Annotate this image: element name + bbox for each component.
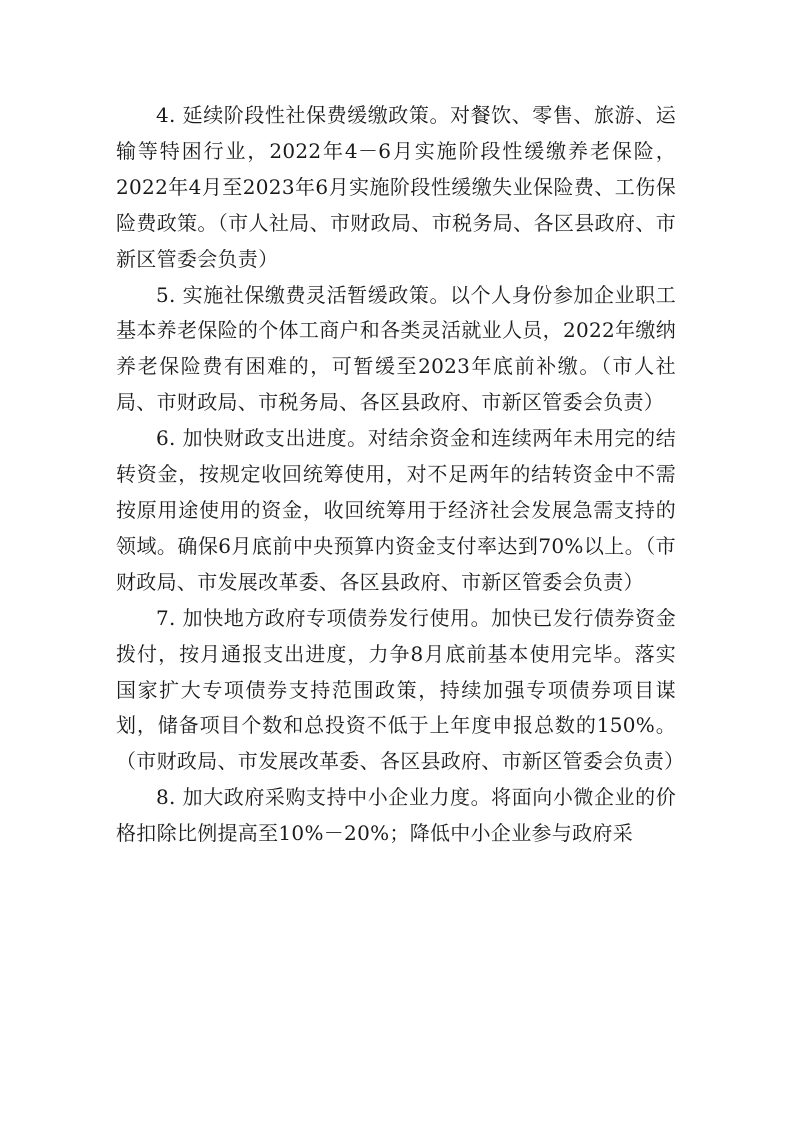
paragraph-text: 实施社保缴费灵活暂缓政策。以个人身份参加企业职工基本养老保险的个体工商户和各类灵活就业人员，2022年缴纳养老保险费有困难的，可暂缓至2023年底前补缴。（市人社局、市财政局、市税务局、各区县政府、市新区管委会负责） [116, 282, 676, 415]
paragraph-number: 7. [156, 605, 176, 630]
paragraph-number: 8. [156, 785, 176, 810]
document-body [116, 98, 685, 852]
paragraph-4 [116, 98, 676, 278]
paragraph-7 [116, 601, 685, 781]
paragraph-8 [116, 780, 676, 852]
paragraph-text: 加快地方政府专项债券发行使用。加快已发行债券资金拨付，按月通报支出进度，力争8月底前基本使用完毕。落实国家扩大专项债券支持范围政策，持续加强专项债券项目谋划，储备项目个数和总投资不低于上年度申报总数的150%。（市财政局、市发展改革委、各区县政府、市新区管委会负责） [116, 605, 685, 774]
paragraph-text: 延续阶段性社保费缓缴政策。对餐饮、零售、旅游、运输等特困行业，2022年4－6月实施阶段性缓缴养老保险，2022年4月至2023年6月实施阶段性缓缴失业保险费、工伤保险费政策。（市人社局、市财政局、市税务局、各区县政府、市新区管委会负责） [116, 103, 676, 271]
paragraph-text: 加快财政支出进度。对结余资金和连续两年未用完的结转资金，按规定收回统筹使用，对不足两年的结转资金中不需按原用途使用的资金，收回统筹用于经济社会发展急需支持的领域。确保6月底前中央预算内资金支付率达到70%以上。（市财政局、市发展改革委、各区县政府、市新区管委会负责） [116, 426, 676, 594]
paragraph-number: 5. [156, 282, 176, 307]
paragraph-5 [116, 278, 676, 422]
paragraph-number: 6. [156, 426, 176, 451]
paragraph-text: 加大政府采购支持中小企业力度。将面向小微企业的价格扣除比例提高至10%－20%；降低中小企业参与政府采 [116, 785, 676, 846]
paragraph-6 [116, 421, 676, 601]
paragraph-number: 4. [156, 103, 176, 127]
